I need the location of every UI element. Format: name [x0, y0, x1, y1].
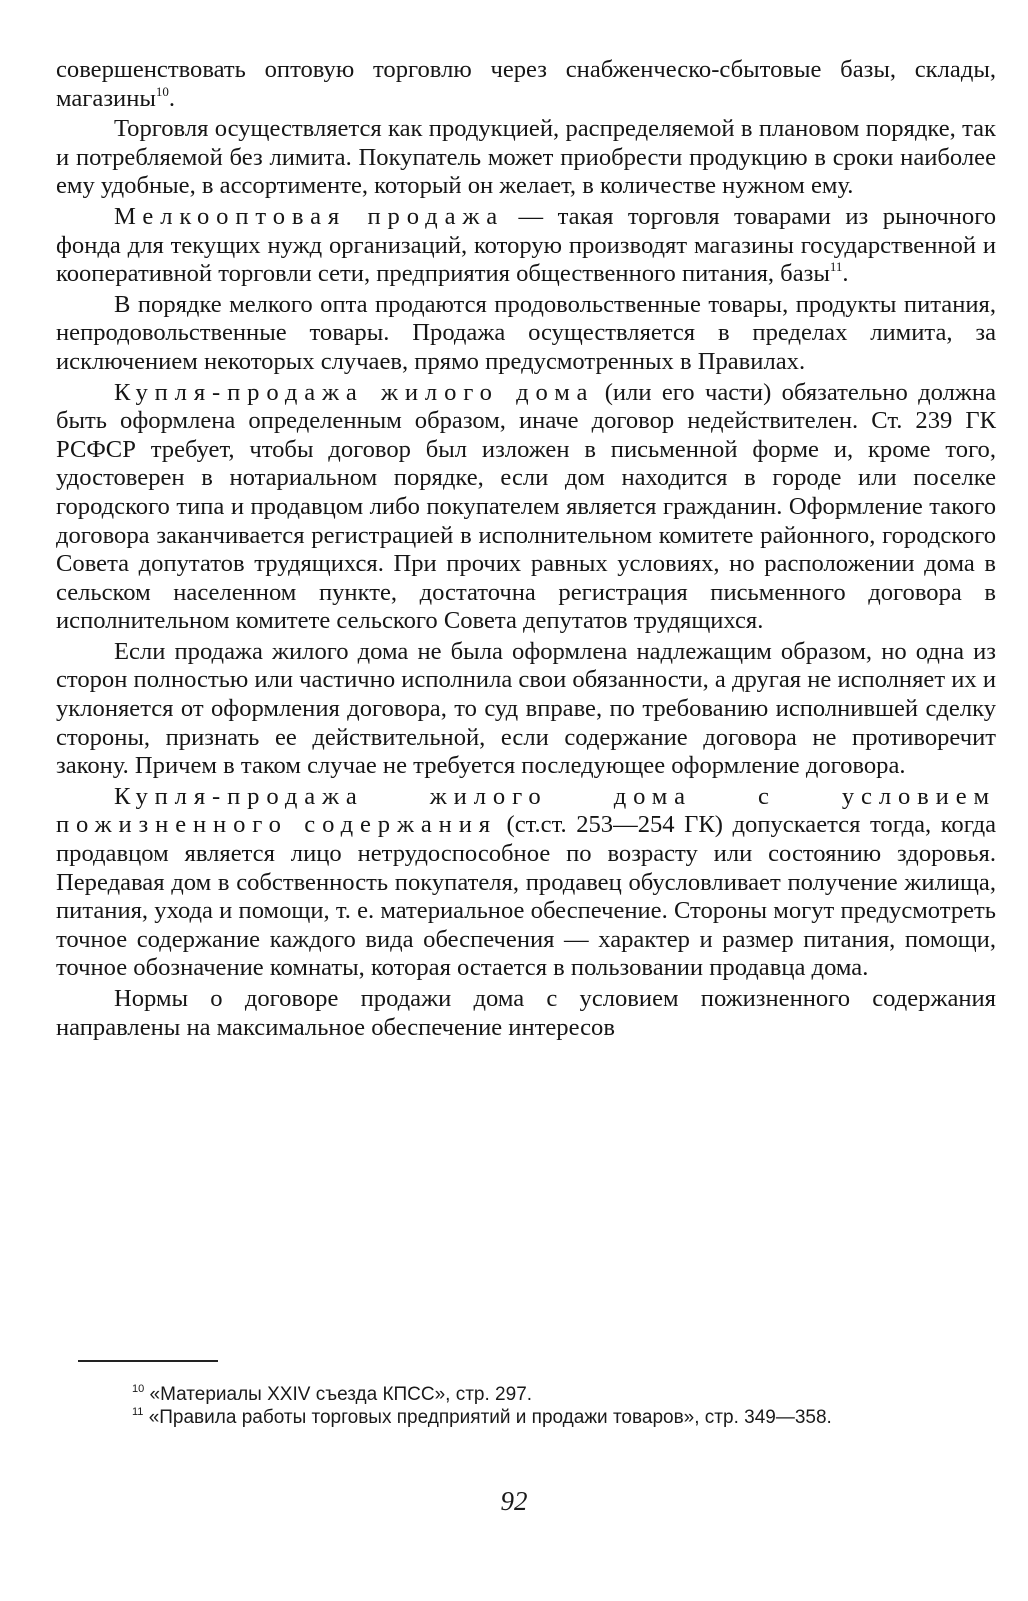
footnote-text: «Правила работы торговых предприятий и продажи товаров», стр. 349—358. [148, 1407, 832, 1428]
paragraph-4 [56, 291, 996, 377]
footnotes [60, 1383, 996, 1429]
paragraph-1 [56, 56, 996, 113]
term-wholesale-sale: Мелкооптовая продажа [114, 202, 505, 230]
paragraph-2-text: Торговля осуществляется как продукцией, распределяемой в плановом порядке, так и потребляемой без лимита. Покупатель может приобрести продукцию в сроки наиболее ему удобные, в ассортименте, который он желает, в количестве нужном ему. [56, 115, 996, 200]
paragraph-2 [56, 115, 996, 201]
paragraph-1-text: совершенствовать оптовую торговлю через снабженческо-сбытовые базы, склады, магазины [56, 56, 996, 112]
paragraph-3 [56, 203, 996, 289]
paragraph-3-tail: . [842, 260, 849, 288]
footnote-number: 10 [132, 1383, 145, 1395]
footnote-ref-10[interactable]: 10 [155, 83, 169, 99]
term-house-sale: Купля-продажа жилого дома [114, 378, 595, 406]
page-number: 92 [500, 1486, 528, 1516]
paragraph-5-text: (или его части) обязательно должна быть оформлена определенным образом, иначе договор недействителен. Ст. 239 ГК РСФСР требует, чтобы договор был изложен в письменной форме и, кроме того, удостоверен в нотариальном порядке, если дом находится в городе или поселке городского типа и продавцом либо покупателем является гражданин. Оформление такого договора заканчивается регистрацией в исполнительном комитете районного, городского Совета допутатов трудящихся. При прочих равных условиях, но расположении дома в сельском населенном пункте, достаточна регистрация письменного договора в исполнительном комитете сельского Совета депутатов трудящихся. [56, 378, 996, 635]
footnote-number: 11 [132, 1406, 144, 1418]
paragraph-6 [56, 638, 996, 781]
paragraph-7 [56, 783, 996, 983]
paragraph-4-text: В порядке мелкого опта продаются продовольственные товары, продукты питания, непродовольственные товары. Продажа осуществляется в пределах лимита, за исключением некоторых случаев, прямо предусмотренных в Правилах. [56, 290, 996, 375]
footnote-text: «Материалы XXIV съезда КПСС», стр. 297. [149, 1384, 533, 1405]
footnote-10 [60, 1383, 996, 1406]
footnote-divider [78, 1360, 218, 1362]
page-body [56, 56, 996, 1042]
paragraph-5 [56, 379, 996, 636]
paragraph-8-text: Нормы о договоре продажи дома с условием пожизненного содержания направлены на максимальное обеспечение интересов [56, 985, 996, 1041]
footnote-11 [60, 1406, 996, 1429]
paragraph-1-tail: . [168, 84, 176, 112]
paragraph-3-text: — такая торговля товарами из рыночного фонда для текущих нужд организаций, которую производят магазины государственной и кооперативной торговли сети, предприятия общественного питания, базы [56, 202, 996, 288]
paragraph-8 [56, 985, 996, 1042]
paragraph-7-text: (ст.ст. 253—254 ГК) допускается тогда, когда продавцом является лицо нетрудоспособное по возрасту или состоянию здоровья. Передавая дом в собственность покупателя, продавец обусловливает получение жилища, питания, ухода и помощи, т. е. материальное обеспечение. Стороны могут предусмотреть точное содержание каждого вида обеспечения — характер и размер питания, помощи, точное обозначение комнаты, которая остается в пользовании продавца дома. [56, 811, 996, 982]
term-house-sale-lifetime-support: Купля-продажа жилого дома с условием пожизненного содержания [56, 782, 996, 839]
footnote-ref-11[interactable]: 11 [829, 259, 843, 275]
paragraph-6-text: Если продажа жилого дома не была оформлена надлежащим образом, но одна из сторон полностью или частично исполнила свои обязанности, а другая не исполняет их и уклоняется от оформления договора, то суд вправе, по требованию исполнившей сделку стороны, признать ее действительной, если содержание договора не противоречит закону. Причем в таком случае не требуется последующее оформление договора. [56, 637, 996, 780]
